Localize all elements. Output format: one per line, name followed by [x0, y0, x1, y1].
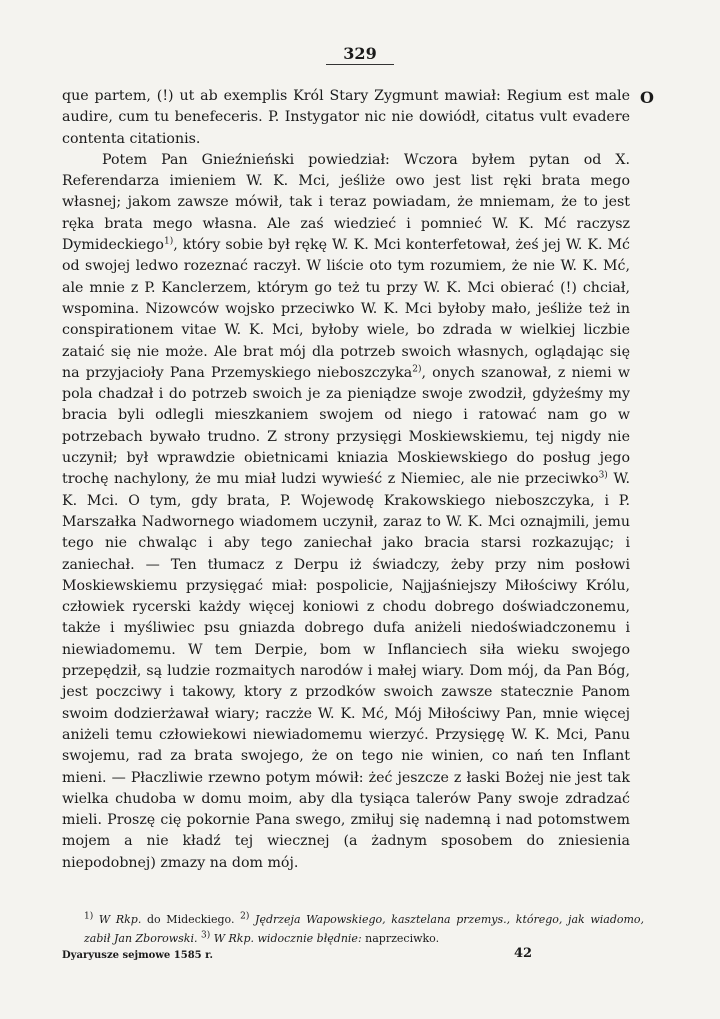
- footer-source: Dyaryusze sejmowe 1585 r.: [62, 950, 213, 961]
- page-number-underline: [326, 64, 394, 65]
- footnote-1-mark: 1): [84, 911, 94, 922]
- paragraph-2-part-2: , który sobie był rękę W. K. Mci konterfetował, żeś jej W. K. Mć od swojej ledwo rozeznać raczył. W liście oto tym rozumiem, że nie W. K. Mć, ale mnie z P. Kanclerzem, którym go też tu przy W. K. Mci obierać (!) chciał, wspomina. Nizowców wojsko przeciwko W. K. Mci byłoby mało, jeśliże też in conspirationem vitae W. K. Mci, byłoby wiele, bo zdrada w wielkiej liczbie zataić się nie może. Ale brat mój dla potrzeb swoich własnych, oglądając się na przyjacioły Pana Przemyskiego nieboszczyka: [62, 237, 630, 381]
- paragraph-2: [62, 150, 630, 874]
- footnote-1-text: do Mideckiego.: [147, 913, 235, 926]
- footer-sheet-number: 42: [514, 946, 533, 961]
- footnote-ref-2[interactable]: 2): [412, 364, 422, 375]
- body-text: [62, 86, 630, 874]
- footnotes-line: [84, 910, 644, 948]
- footnote-3-text: naprzeciwko.: [365, 932, 440, 945]
- footnote-ref-3[interactable]: 3): [598, 470, 608, 481]
- footnote-1-italic: W Rkp.: [98, 913, 142, 926]
- paragraph-2-part-3: , onych szanował, z niemi w pola chadzał i do potrzeb swoich je za pieniądze swoje zwodził, gdyżeśmy my bracia byli odlegli mieszkaniem swojem od niego i ratować nam go w potrzebach bywało trudno. Z strony przysięgi Moskiewskiemu, tej nigdy nie uczynił; był wprawdzie obietnicami kniazia Moskiewskiego do posług jego trochę nachylony, że mu miał ludzi wywieść z Niemiec, ale nie przeciwko: [62, 364, 630, 488]
- footnote-3-italic: W Rkp. widocznie błędnie:: [213, 932, 362, 945]
- footnote-ref-1[interactable]: 1): [163, 236, 174, 247]
- paragraph-2-part-1: Potem Pan Gnieźnieński powiedział: Wczora byłem pytan od X. Referendarza imieniem W. K. Mci, jeśliże owo jest list ręki brata mego własnej; jakom zawsze mówił, tak i teraz powiadam, że mniemam, że to jest ręka brata mego własna. Ale zaś wiedzieć i pomnieć W. K. Mć raczysz Dymideckiego: [62, 151, 630, 254]
- paragraph-1: que partem, (!) ut ab exemplis Król Stary Zygmunt mawiał: Regium est male audire, cum tu benefeceris. P. Instygator nic nie dowiódł, citatus vult evadere contenta citationis.: [62, 88, 630, 147]
- footnote-2-mark: 2): [240, 911, 250, 922]
- footnotes: [84, 910, 644, 948]
- footnote-3-mark: 3): [200, 930, 211, 941]
- page-number: 329: [343, 44, 377, 63]
- paragraph-2-part-4: W. K. Mci. O tym, gdy brata, P. Wojewodę Krakowskiego nieboszczyka, i P. Marszałka Nadwornego wiadomem uczynił, zaraz to W. K. Mci oznajmili, jemu tego nie chwaląc i aby tego zaniechał jako bracia starsi rozkazując; i zaniechał. — Ten tłumacz z Derpu iż świadczy, żeby przy nim posłowi Moskiewskiemu przysięgać miał: pospolicie, Najjaśniejszy Miłościwy Królu, człowiek rycerski każdy więcej koniowi z chodu dobrego doświadczonemu, także i myśliwiec psu gniazda dobrego dufa aniżeli niedoświadczonemu i niewiadomemu. W tem Derpie, bom w Inflanciech siła wieku swojego przepędził, są ludzie rozmaitych narodów i małej wiary. Dom mój, da Pan Bóg, jest poczciwy i takowy, ktory z przodków swoich zawsze statecznie Panom swoim dodzierżawał wiary; raczże W. K. Mć, Mój Miłościwy Pan, mnie więcej aniżeli temu człowiekowi niewiadomemu wierzyć. Przysięgę W. K. Mci, Panu swojemu, rad za brata swojego, że on tego nie winien, co nań ten Inflant mieni. — Płaczliwie rzewno potym mówił: żeć jeszcze z łaski Bożej nie jest tak wielka chudoba w domu moim, aby dla tysiąca talerów Pany swoje zdradzać mieli. Proszę cię pokornie Pana swego, zmiłuj się nademną i nad potomstwem mojem a nie kładź tej wiecznej (a żadnym sposobem do zniesienia niepodobnej) zmazy na dom mój.: [62, 471, 630, 871]
- footnote-2-italic: Jędrzeja Wapowskiego, kasztelana przemys., którego, jak wiadomo, zabił Jan Zborowski.: [84, 913, 645, 945]
- margin-letter: O: [640, 88, 654, 107]
